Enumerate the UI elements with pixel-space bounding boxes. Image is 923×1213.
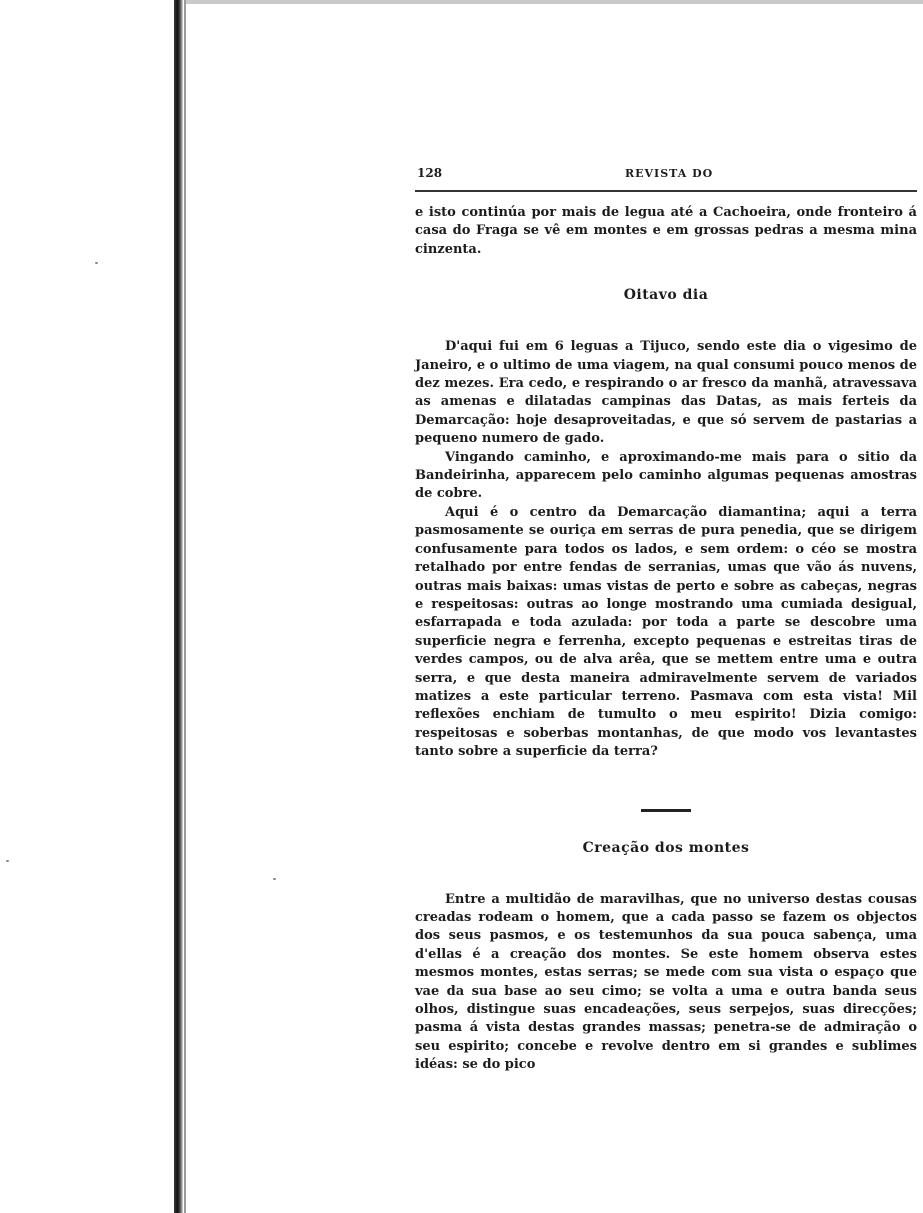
paragraph: Entre a multidão de maravilhas, que no universo destas cousas creadas rodeam o homem, que a cada passo se fazem os objectos dos seus pasmos, e os testemunhos da sua pouca sabença, uma d'ellas é a creação dos montes. Se este homem observa estes mesmos montes, estas serras; se mede com sua vista o espaço que vae da sua base ao seu cimo; se volta a uma e outra banda seus olhos, distingue suas encadeações, seus serpejos, suas direcções; pasma á vista destas grandes massas; penetra-se de admiração o seu espirito; concebe e revolve dentro em si grandes e sublimes idéas: se do pico bbox=[415, 891, 917, 1073]
header-rule bbox=[415, 190, 917, 192]
opening-paragraph: e isto continúa por mais de legua até a Cachoeira, onde fronteiro á casa do Fraga se vê em montes e em grossas pedras a mesma mina cinzenta. bbox=[415, 205, 917, 257]
section-divider-rule bbox=[641, 809, 691, 812]
book-binding-gutter bbox=[174, 0, 183, 1213]
paragraph: Aqui é o centro da Demarcação diamantina; aqui a terra pasmosamente se ouriça em serras de pura penedia, que se dirigem confusamente para todos os lados, e sem ordem: o céo se mostra retalhado por entre fendas de serranias, umas que vão ás nuvens, outras mais baixas: umas vistas de perto e sobre as cabeças, negras e respeitosas: outras ao longe mostrando uma cumiada desigual, esfarrapada e toda azulada: por toda a parte se descobre uma superficie negra e ferrenha, excepto pequenas e estreitas tiras de verdes campos, ou de alva arêa, que se mettem entre uma e outra serra, e que desta maneira admiravelmente servem de variados matizes a este particular terreno. Pasmava com esta vista! Mil reflexões enchiam de tumulto o meu espirito! Dizia comigo: respeitosas e soberbas montanhas, de que modo vos levantastes tanto sobre a superficie da terra? bbox=[415, 504, 917, 760]
paper-speck bbox=[6, 860, 9, 862]
paper-speck bbox=[273, 878, 276, 880]
section-heading-creacao-dos-montes: Creação dos montes bbox=[582, 839, 750, 856]
page-text-column bbox=[415, 160, 917, 1075]
left-margin bbox=[0, 0, 170, 1213]
page-top-edge bbox=[186, 0, 923, 4]
paragraph: D'aqui fui em 6 leguas a Tijuco, sendo este dia o vigesimo de Janeiro, e o ultimo de uma viagem, na qual consumi pouco menos de dez mezes. Era cedo, e respirando o ar fresco da manhã, atravessava as amenas e dilatadas campinas das Datas, as mais ferteis da Demarcação: hoje desaproveitadas, e que só servem de pastarias a pequeno numero de gado. bbox=[415, 339, 917, 447]
paper-speck bbox=[95, 262, 98, 264]
paragraph: Vingando caminho, e aproximando-me mais para o sitio da Bandeirinha, apparecem pelo caminho algumas pequenas amostras de cobre. bbox=[415, 449, 917, 502]
journal-title: REVISTA DO bbox=[625, 167, 714, 180]
running-header bbox=[415, 160, 917, 182]
page-number: 128 bbox=[417, 166, 443, 180]
section-heading-oitavo-dia: Oitavo dia bbox=[623, 287, 709, 304]
book-binding-edge bbox=[184, 0, 186, 1213]
